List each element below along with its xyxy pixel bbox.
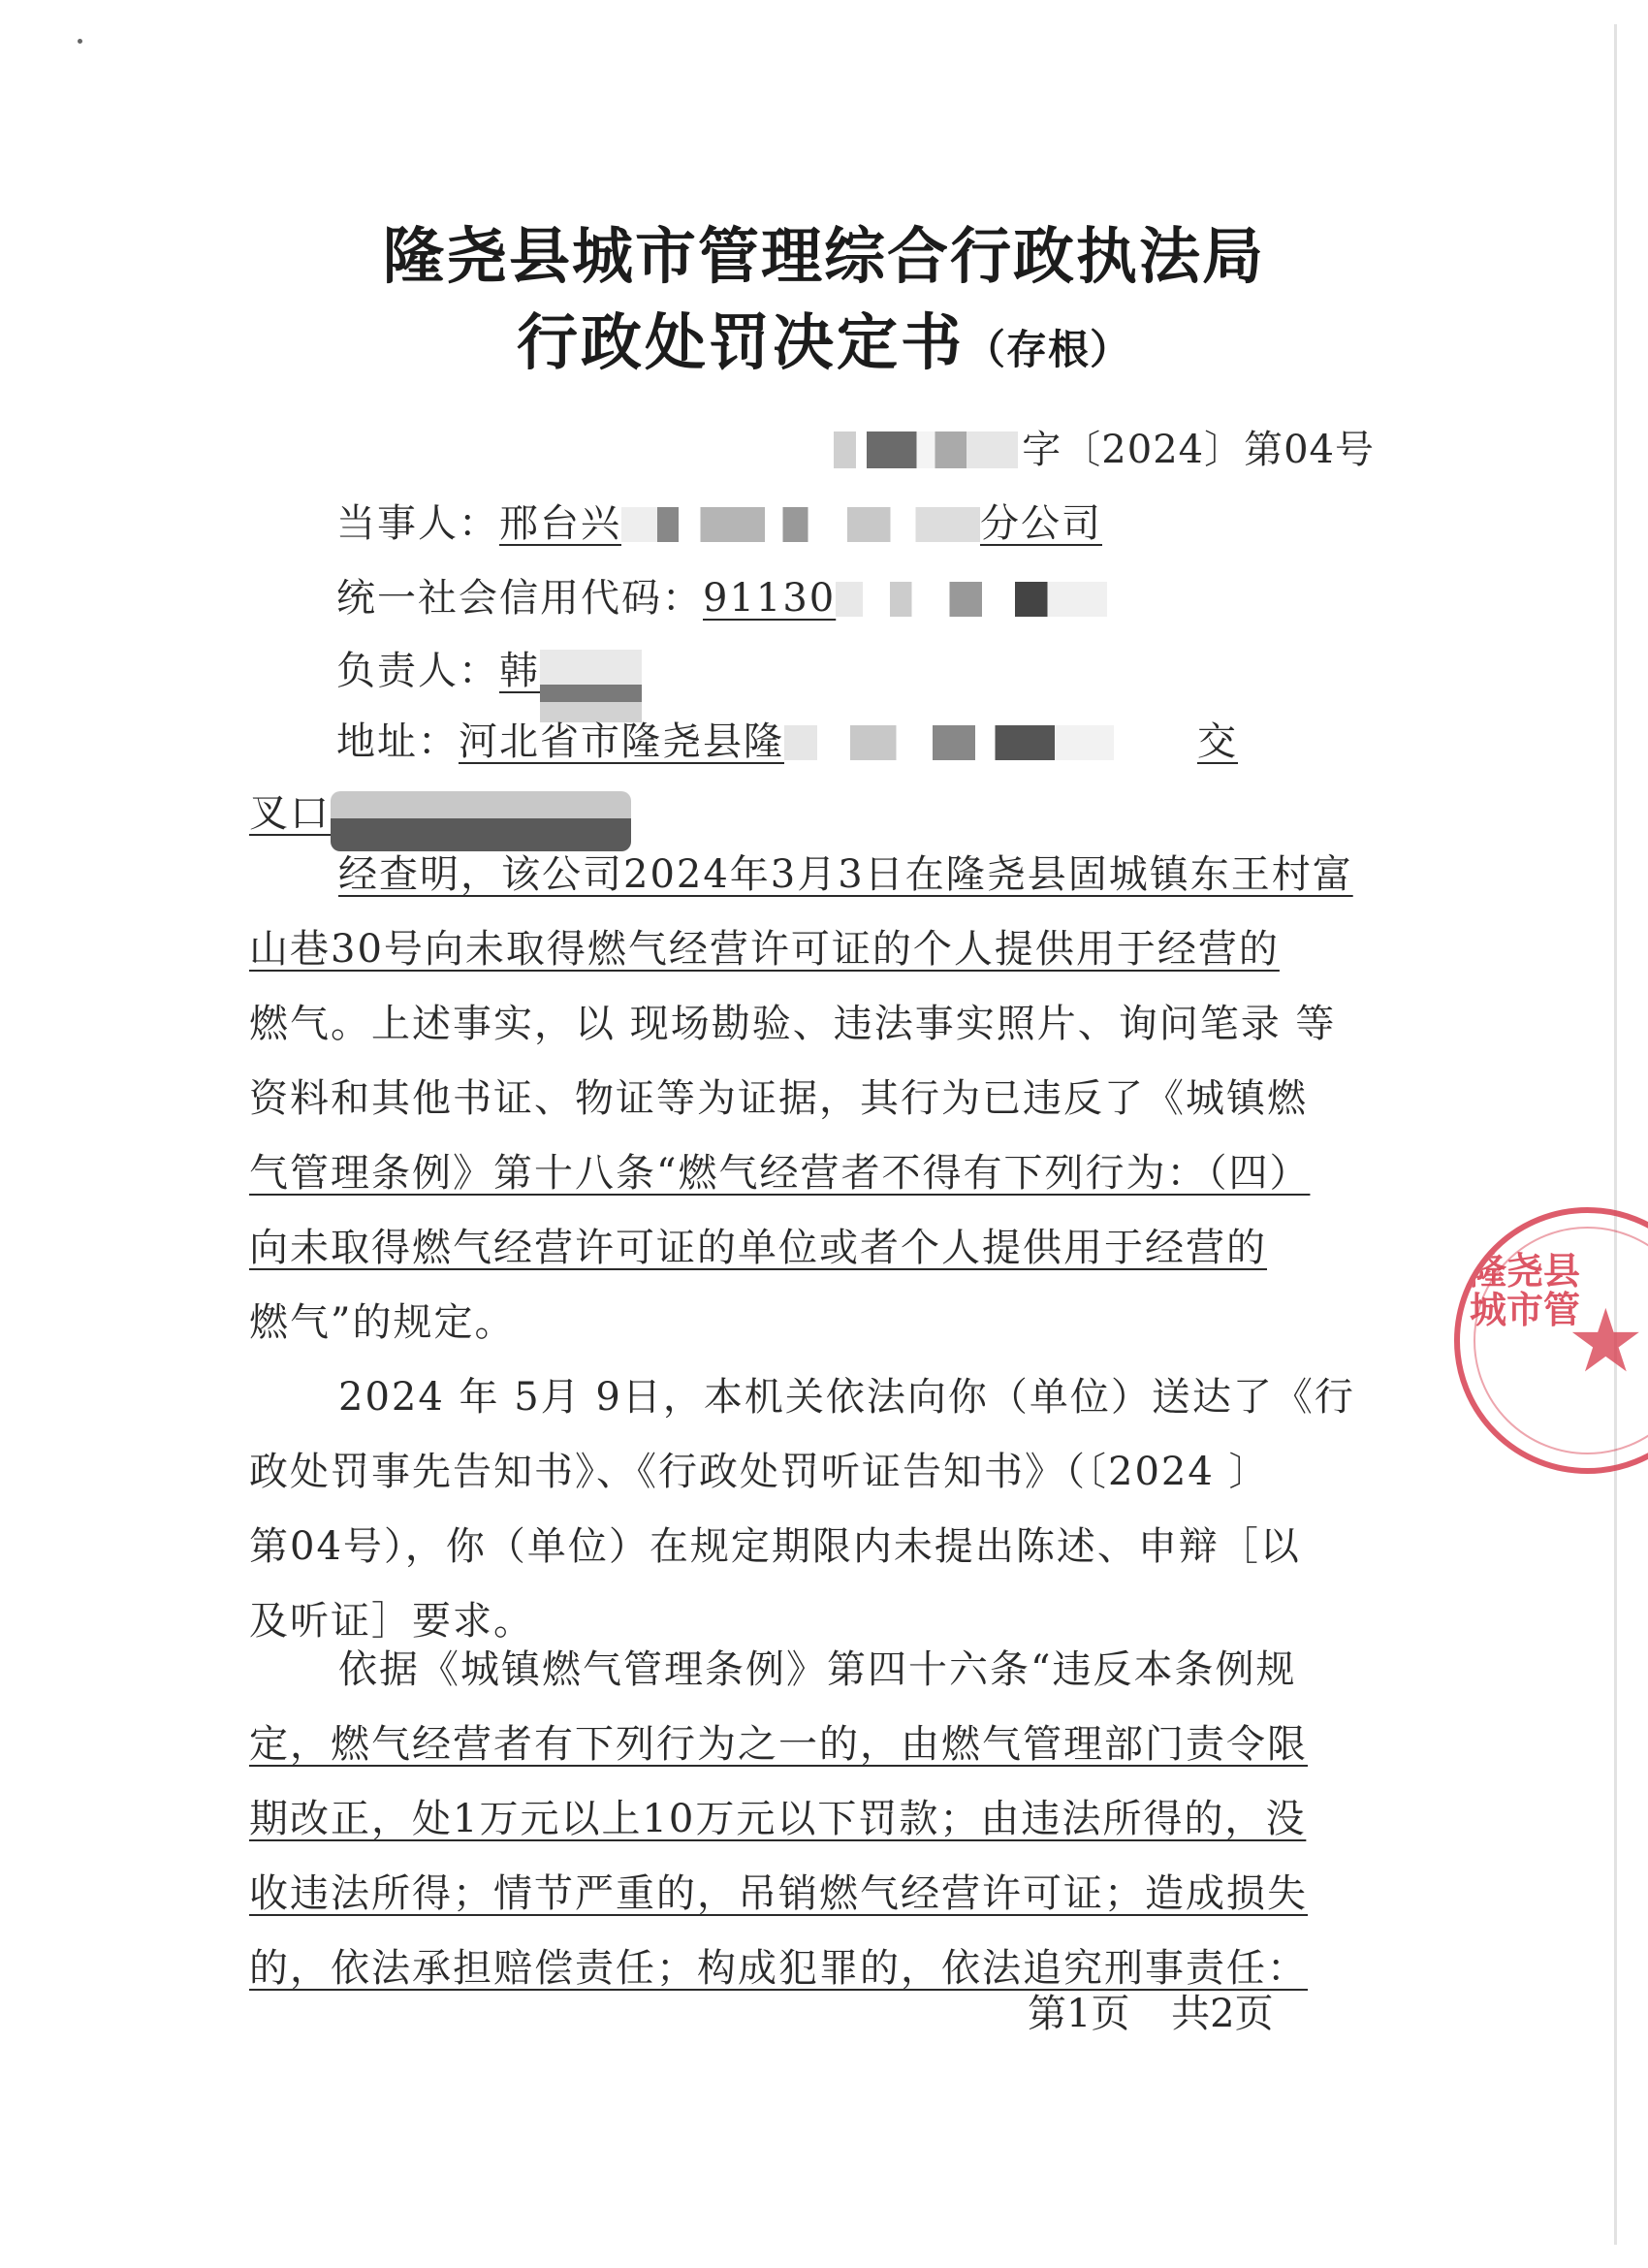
seal-star-icon: ★ — [1567, 1291, 1645, 1392]
notice-line: 2024 年 5月 9日，本机关依法向你（单位）送达了《行 — [338, 1375, 1355, 1420]
document-title-suffix: （存根） — [964, 326, 1131, 373]
notice-line: 及听证］要求。 — [249, 1599, 534, 1644]
redacted-address — [784, 725, 1114, 760]
notice-paragraph — [249, 1360, 1379, 1659]
legal-basis-line: 依据《城镇燃气管理条例》第四十六条“违反本条例规 — [338, 1647, 1297, 1692]
redacted-party-name — [621, 507, 980, 542]
redacted-credit-code — [836, 582, 1107, 617]
document-number — [834, 419, 1375, 474]
page-edge-shadow — [1614, 24, 1617, 2245]
document-title-main: 行政处罚决定书 — [516, 307, 965, 378]
address-line2-start: 叉口 — [249, 791, 331, 836]
facts-line: 向未取得燃气经营许可证的单位或者个人提供用于经营的 — [249, 1226, 1267, 1270]
facts-line: 山巷30号向未取得燃气经营许可证的个人提供用于经营的 — [249, 927, 1280, 972]
notice-line: 政处罚事先告知书》、《行政处罚听证告知书》（〔2024 〕 — [249, 1450, 1270, 1494]
facts-paragraph — [249, 838, 1379, 1360]
legal-basis-line: 的，依法承担赔偿责任；构成犯罪的，依法追究刑事责任： — [249, 1946, 1308, 1991]
legal-basis-line: 定，燃气经营者有下列行为之一的，由燃气管理部门责令限 — [249, 1722, 1308, 1767]
scan-speck — [78, 39, 82, 44]
facts-line: 资料和其他书证、物证等为证据，其行为已违反了《城镇燃 — [249, 1076, 1308, 1121]
page-number: 第1页 共2页 — [1028, 1992, 1274, 2036]
redacted-doc-prefix — [834, 431, 1018, 468]
legal-basis-paragraph — [249, 1633, 1379, 2006]
facts-line: 经查明，该公司2024年3月3日在隆尧县固城镇东王村富 — [338, 852, 1353, 897]
address-value-end: 交 — [1197, 719, 1238, 764]
legal-basis-line: 收违法所得；情节严重的，吊销燃气经营许可证；造成损失 — [249, 1871, 1308, 1916]
credit-code-label: 统一社会信用代码： — [336, 576, 703, 621]
address-value — [459, 719, 1238, 764]
facts-line: 燃气。上述事实，以 现场勘验、违法事实照片、询问笔录 等 — [249, 1002, 1337, 1046]
notice-line: 第04号），你（单位）在规定期限内未提出陈述、申辩［以 — [249, 1524, 1301, 1569]
party-value-end: 分公司 — [980, 501, 1102, 546]
issuer-title: 隆尧县城市管理综合行政执法局 — [383, 221, 1265, 292]
official-seal — [1454, 1207, 1648, 1474]
address-field — [336, 711, 1238, 766]
document-title — [291, 294, 1357, 382]
party-label: 当事人： — [336, 501, 499, 546]
address-value-start: 河北省 — [459, 719, 581, 764]
seal-text: 隆尧县城市管 — [1470, 1250, 1581, 1331]
document-number-text: 字〔2024〕第04号 — [1022, 428, 1375, 472]
party-field — [336, 493, 1102, 548]
address-value-mid: 市隆尧县隆 — [581, 719, 784, 764]
legal-basis-line: 期改正，处1万元以上10万元以下罚款；由违法所得的，没 — [249, 1797, 1307, 1841]
party-value — [499, 501, 1102, 546]
party-value-start: 邢台兴 — [499, 501, 621, 546]
credit-code-value: 91130 — [703, 576, 837, 621]
address-label: 地址： — [336, 719, 459, 764]
facts-line: 燃气”的规定。 — [249, 1300, 516, 1345]
leader-value: 韩 — [499, 649, 540, 693]
leader-label: 负责人： — [336, 649, 499, 693]
facts-line: 气管理条例》第十八条“燃气经营者不得有下列行为：（四） — [249, 1151, 1311, 1196]
credit-code-field — [336, 567, 1107, 623]
